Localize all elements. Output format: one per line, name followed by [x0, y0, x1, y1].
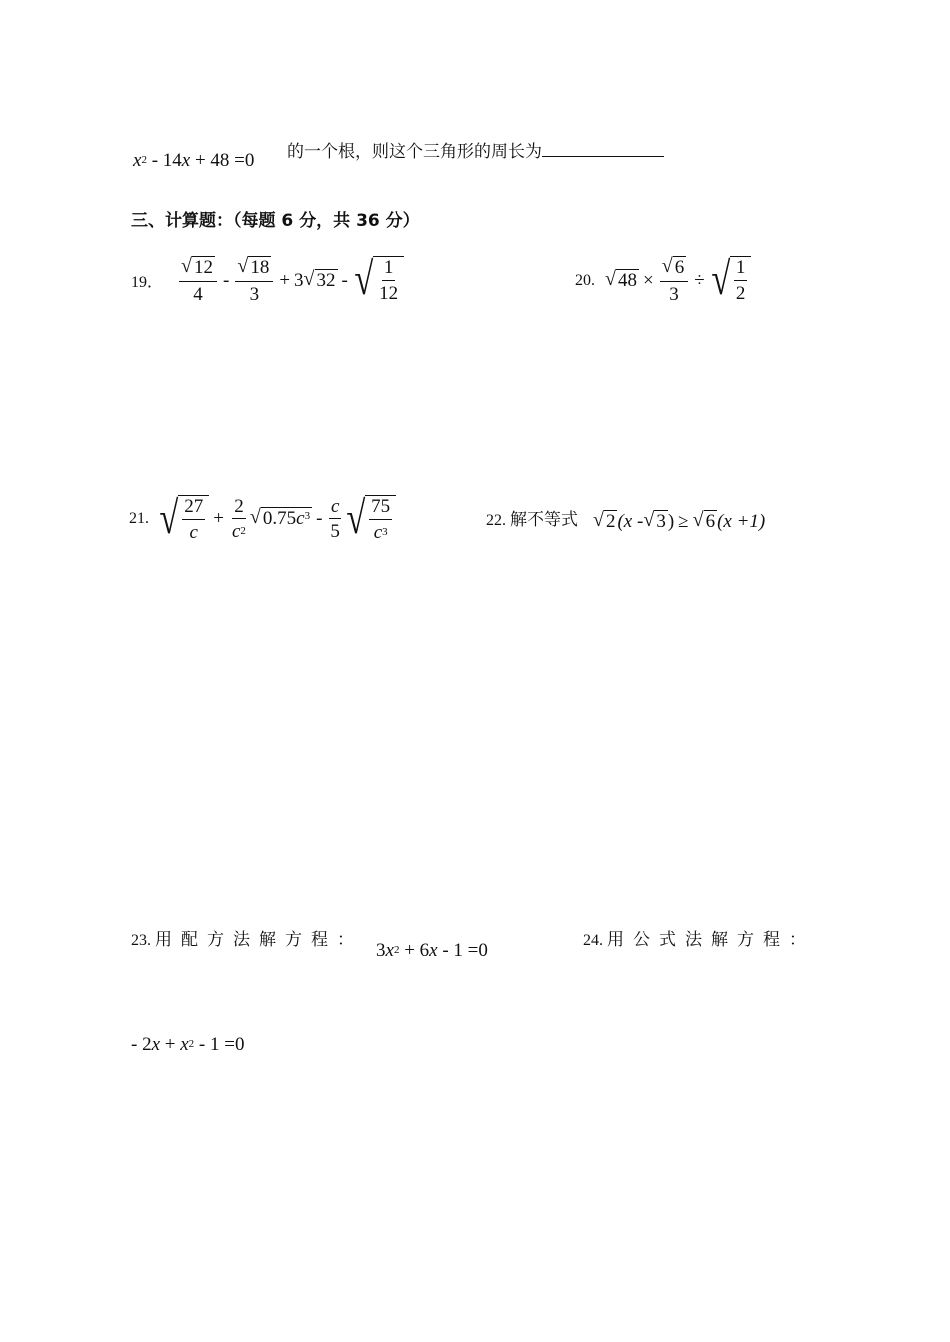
q24-equation: - $2x + x^2 - 1 =0$	[131, 1034, 245, 1055]
q18-equation: $x^2 - 14x + 48 =0$	[133, 150, 255, 171]
q23-label: 23. 用配方法解方程：	[131, 930, 363, 950]
q21-term-e: √ $\frac{75}{c^3}$	[344, 495, 396, 544]
q21-term-b: $\frac{2}{c^2}$	[231, 495, 246, 543]
q21-number: 21.	[129, 510, 149, 528]
q22-inequality: √ 2 (x - √ 3 ) ≥ √ 6 (x +1)	[593, 509, 766, 532]
q19: 19． √ 12 4 - √ 18 3 + 3 √ 32 - √ $\frac{1}{12}$	[131, 256, 404, 306]
q19-term-d: √ $\frac{1}{12}$	[352, 256, 404, 305]
q20-term-a: √ 48	[605, 267, 637, 291]
q19-number: 19．	[131, 274, 164, 292]
q23-equation: $3x^2 + 6x - 1 =0$	[376, 940, 488, 961]
q19-term-a: √ 12 4	[179, 256, 217, 306]
q24-label: 24. 用公式法解方程：	[583, 930, 815, 950]
q20-term-c: √ $\frac{1}{2}$	[709, 256, 752, 305]
q21: 21. √ $\frac{27}{c}$ + $\frac{2}{c^2}$ √ 0.75 c $^3$ - $\frac{c}{5}$ √ $\frac{75}{c^3}$	[129, 495, 396, 544]
q20-term-b: √ 6 3	[660, 256, 688, 306]
q19-term-b: √ 18 3	[235, 256, 273, 306]
q20: 20. √ 48 × √ 6 3 ÷ √ $\frac{1}{2}$	[575, 256, 751, 306]
section-title: 三、计算题：（每题 6 分，共 36 分）	[131, 211, 420, 231]
q18-text: 的一个根，则这个三角形的周长为	[287, 137, 664, 162]
q22-label: 22. 解不等式	[486, 510, 578, 530]
q21-term-c: √ 0.75 c $^3$	[249, 506, 311, 530]
q20-number: 20.	[575, 271, 595, 289]
q21-term-a: √ $\frac{27}{c}$	[157, 495, 209, 544]
q19-term-c: √ 32	[303, 267, 336, 291]
q21-term-d: $\frac{c}{5}$	[330, 495, 340, 543]
answer-blank[interactable]	[542, 141, 664, 157]
